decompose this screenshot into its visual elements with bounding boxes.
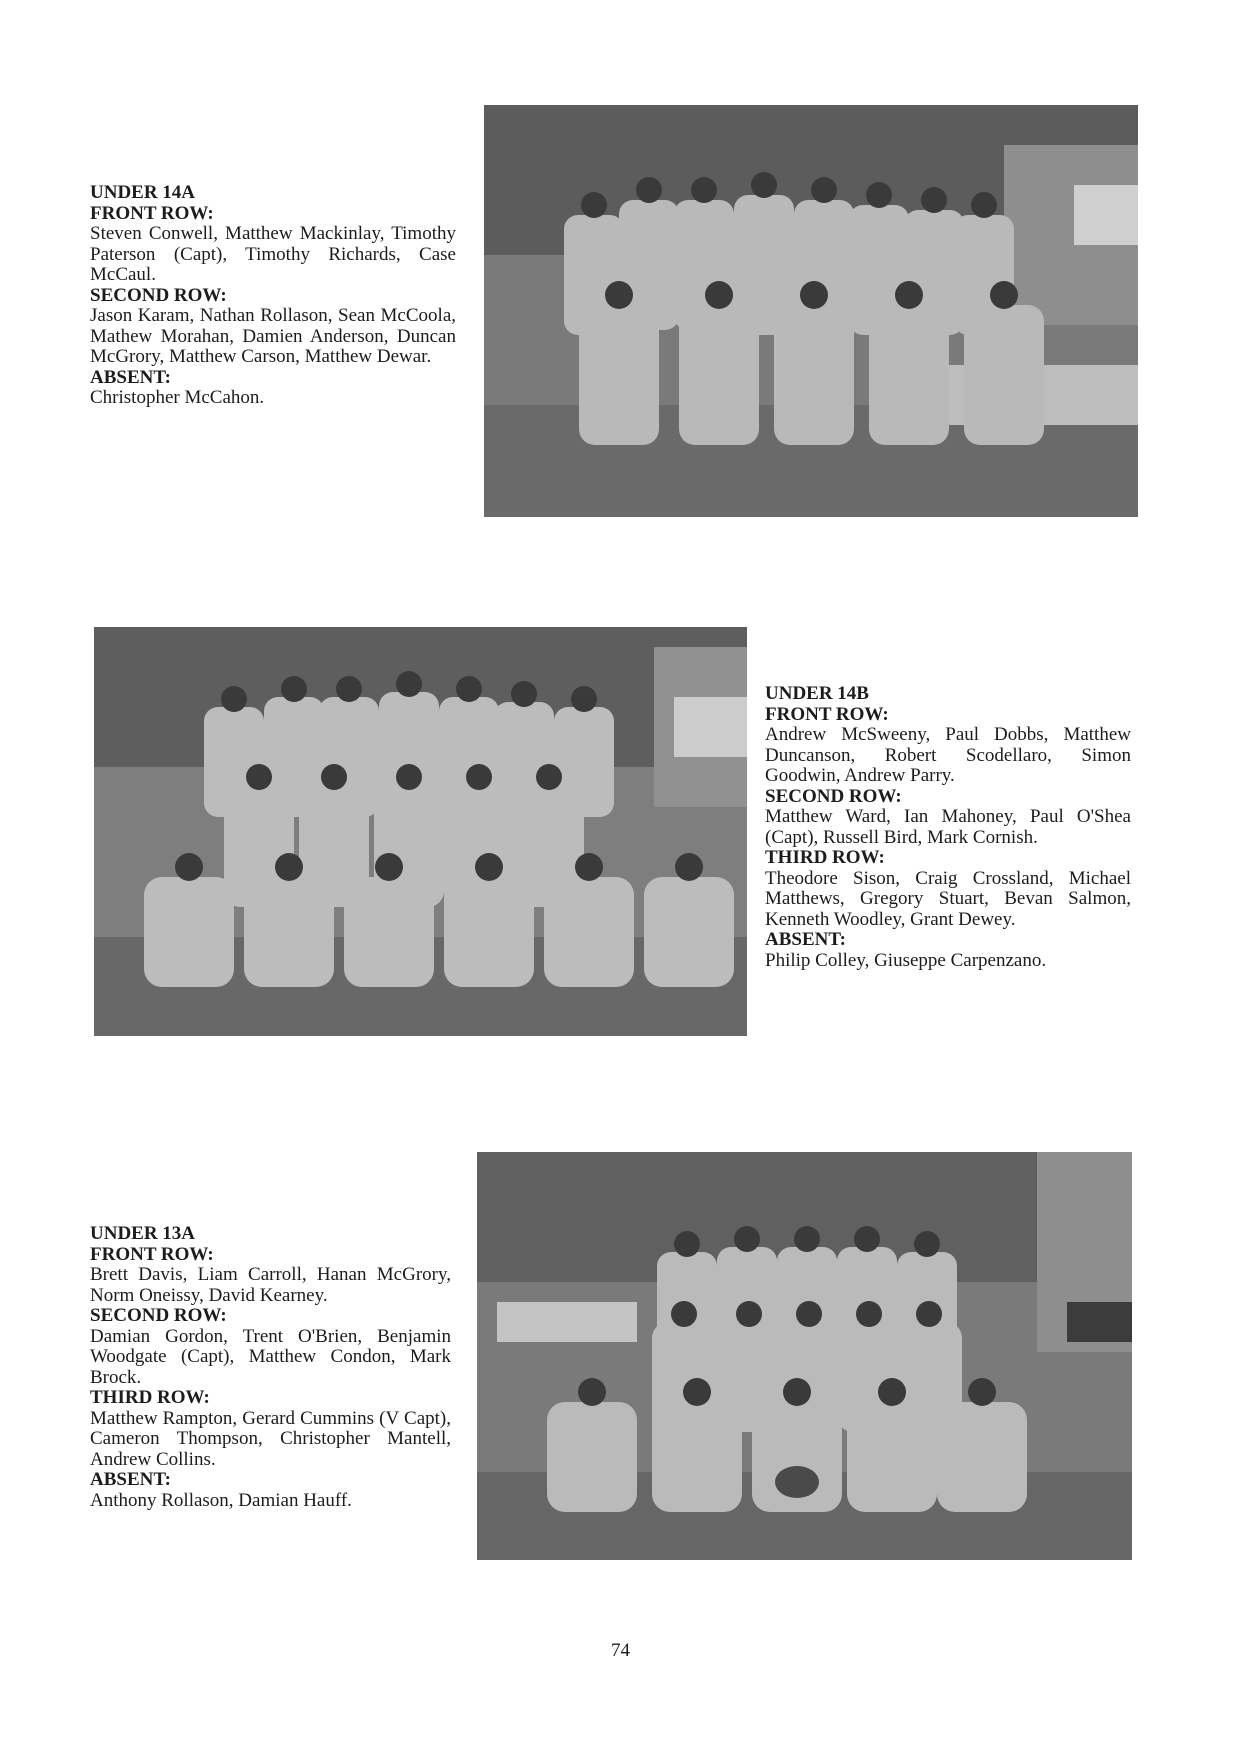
row-label: ABSENT: [765,929,846,950]
row-label: FRONT ROW: [90,202,214,224]
row-label: THIRD ROW: [765,847,885,868]
row-names: Anthony Rollason, Damian Hauff. [90,1489,352,1511]
team-photo-under-14b [94,627,747,1036]
row-label: THIRD ROW: [90,1387,210,1408]
row-names: Damian Gordon, Trent O'Brien, Benjamin Woodgate (Capt), Matthew Condon, Mark Brock. [90,1325,451,1388]
team-photo-under-13a [477,1152,1132,1560]
row-label: ABSENT: [90,366,171,388]
caption-under-14a [90,183,456,409]
row-names: Matthew Rampton, Gerard Cummins (V Capt), Cameron Thompson, Christopher Mantell, Andrew Collins. [90,1407,451,1470]
team-photo-illustration [477,1152,1132,1560]
row-label: SECOND ROW: [90,1305,227,1326]
row-names: Brett Davis, Liam Carroll, Hanan McGrory, Norm Oneissy, David Kearney. [90,1264,451,1306]
page-number: 74 [611,1640,630,1661]
team-photo-illustration [94,627,747,1036]
row-names: Christopher McCahon. [90,387,265,408]
row-label: FRONT ROW: [90,1243,214,1265]
row-names: Steven Conwell, Matthew Mackinlay, Timothy Paterson (Capt), Timothy Richards, Case McCaul. [90,223,456,285]
row-names: Matthew Ward, Ian Mahoney, Paul O'Shea (Capt), Russell Bird, Mark Cornish. [765,806,1131,848]
caption-under-14b [765,684,1131,971]
team-photo-under-14a [484,105,1138,517]
caption-under-13a [90,1224,451,1511]
row-label: FRONT ROW: [765,703,889,725]
row-names: Philip Colley, Giuseppe Carpenzano. [765,949,1047,971]
team-title: UNDER 14A [90,182,196,203]
row-label: ABSENT: [90,1469,171,1490]
team-title: UNDER 14B [765,683,869,704]
team-title: UNDER 13A [90,1223,196,1244]
row-names: Jason Karam, Nathan Rollason, Sean McCoola, Mathew Morahan, Damien Anderson, Duncan McGrory, Matthew Carson, Matthew Dewar. [90,305,456,367]
rugby-ball-icon [775,1466,819,1498]
team-photo-illustration [484,105,1138,517]
row-names: Theodore Sison, Craig Crossland, Michael Matthews, Gregory Stuart, Bevan Salmon, Kenneth Woodley, Grant Dewey. [765,867,1131,930]
row-names: Andrew McSweeny, Paul Dobbs, Matthew Duncanson, Robert Scodellaro, Simon Goodwin, Andrew Parry. [765,724,1131,786]
row-label: SECOND ROW: [765,785,902,807]
row-label: SECOND ROW: [90,284,227,306]
